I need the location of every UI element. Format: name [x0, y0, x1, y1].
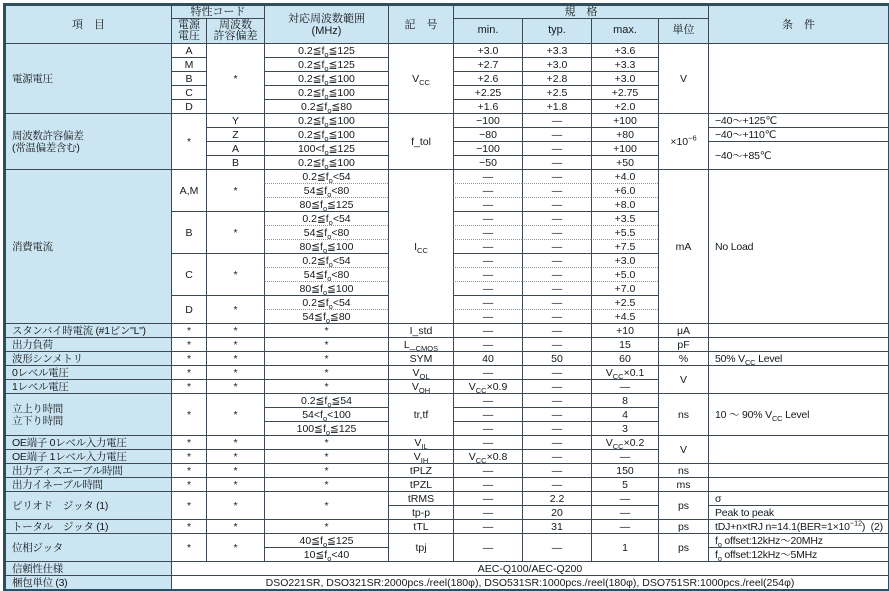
table-cell: *: [171, 519, 206, 533]
row-label-cell: 位相ジッタ: [5, 533, 171, 561]
table-cell: $80≦f_o≦100$: [264, 239, 388, 253]
table-cell: 15: [591, 337, 658, 351]
header-cell: 項 目: [5, 5, 171, 43]
table-cell: 2.2: [522, 491, 591, 505]
table-cell: +1.8: [522, 99, 591, 113]
table-cell: *: [206, 379, 264, 393]
table-cell: $40≦f_o≦125$: [264, 533, 388, 547]
table-cell: No Load: [708, 169, 888, 323]
table-cell: +2.8: [522, 71, 591, 85]
table-cell: —: [522, 449, 591, 463]
table-cell: tTL: [388, 519, 453, 533]
table-cell: +3.3: [591, 57, 658, 71]
table-cell: Y: [206, 113, 264, 127]
header-cell: 記 号: [388, 5, 453, 43]
table-cell: —: [453, 491, 522, 505]
table-cell: $f_o$ offset:12kHz〜20MHz: [708, 533, 888, 547]
header-cell: typ.: [522, 18, 591, 43]
table-cell: $80≦f_o≦100$: [264, 281, 388, 295]
header-cell: 電源 電圧: [171, 18, 206, 43]
table-cell: tp-p: [388, 505, 453, 519]
table-cell: *: [264, 449, 388, 463]
table-cell: +1.6: [453, 99, 522, 113]
table-cell: +2.5: [522, 85, 591, 99]
table-cell: *: [264, 491, 388, 519]
table-cell: $10≦f_o<40$: [264, 547, 388, 561]
row-label-cell: 消費電流: [5, 169, 171, 323]
table-cell: —: [522, 225, 591, 239]
table-cell: *: [206, 351, 264, 365]
table-cell: *: [171, 365, 206, 379]
table-row: [5, 43, 888, 57]
table-cell: —: [453, 421, 522, 435]
table-cell: −40〜+125℃: [708, 113, 888, 127]
table-cell: +50: [591, 155, 658, 169]
table-cell: —: [453, 309, 522, 323]
table-cell: $54≦f_o<80$: [264, 183, 388, 197]
table-cell: $0.2≦f_o≦100$: [264, 85, 388, 99]
table-cell: pF: [658, 337, 708, 351]
table-cell: *: [264, 463, 388, 477]
table-cell: *: [264, 337, 388, 351]
header-cell: max.: [591, 18, 658, 43]
table-cell: +2.6: [453, 71, 522, 85]
table-cell: *: [171, 533, 206, 561]
row-label-cell: 波形シンメトリ: [5, 351, 171, 365]
table-cell: *: [264, 477, 388, 491]
table-cell: —: [453, 253, 522, 267]
table-cell: I_std: [388, 323, 453, 337]
header-cell: 単位: [658, 18, 708, 43]
table-cell: —: [453, 435, 522, 449]
table-cell: 50: [522, 351, 591, 365]
table-cell: —: [522, 309, 591, 323]
table-cell: —: [522, 267, 591, 281]
table-cell: $I_{CC}$: [388, 169, 453, 323]
table-cell: tRMS: [388, 491, 453, 505]
table-cell: *: [206, 323, 264, 337]
table-cell: 3: [591, 421, 658, 435]
table-cell: −80: [453, 127, 522, 141]
table-cell: $V_{CC}\times 0.9$: [453, 379, 522, 393]
table-cell: —: [453, 225, 522, 239]
table-cell: *: [171, 435, 206, 449]
row-label-cell: 立上り時間 立下り時間: [5, 393, 171, 435]
table-cell: —: [453, 365, 522, 379]
row-label-cell: 信頼性仕様: [5, 561, 171, 575]
table-cell: *: [264, 519, 388, 533]
table-cell: $0.2≦f_o≦125$: [264, 43, 388, 57]
table-row: [5, 463, 888, 477]
table-cell: —: [453, 393, 522, 407]
table-cell: tpj: [388, 533, 453, 561]
table-cell: *: [171, 463, 206, 477]
table-cell: —: [453, 505, 522, 519]
table-cell: —: [522, 421, 591, 435]
table-cell: +10: [591, 323, 658, 337]
table-cell: —: [591, 449, 658, 463]
table-cell: *: [171, 337, 206, 351]
table-cell: μA: [658, 323, 708, 337]
table-cell: mA: [658, 169, 708, 323]
table-cell: $80≦f_o≦125$: [264, 197, 388, 211]
table-cell: D: [171, 99, 206, 113]
table-cell: ps: [658, 533, 708, 561]
table-cell: *: [206, 449, 264, 463]
table-cell: *: [206, 463, 264, 477]
table-cell: [708, 477, 888, 491]
table-cell: —: [453, 463, 522, 477]
row-label-cell: 出力負荷: [5, 337, 171, 351]
spec-table: [3, 3, 889, 591]
table-cell: —: [453, 323, 522, 337]
row-label-cell: トータル ジッタ (1): [5, 519, 171, 533]
table-cell: +3.6: [591, 43, 658, 57]
table-cell: —: [522, 407, 591, 421]
table-cell: 20: [522, 505, 591, 519]
table-cell: —: [522, 323, 591, 337]
table-cell: *: [206, 337, 264, 351]
table-cell: —: [453, 169, 522, 183]
row-label-cell: 梱包単位 (3): [5, 575, 171, 589]
table-cell: $0.2≦f_o<54$: [264, 253, 388, 267]
table-cell: —: [453, 239, 522, 253]
row-label-cell: 周波数許容偏差 (常温偏差含む): [5, 113, 171, 169]
table-cell: [708, 43, 888, 113]
table-cell: tDJ+n×tRJ $n=14.1(BER=1\times 10^{-12})$ (2): [708, 519, 888, 533]
table-cell: 8: [591, 393, 658, 407]
table-cell: —: [522, 239, 591, 253]
table-cell: $54<f_o<100$: [264, 407, 388, 421]
table-cell: $V_{IL}$: [388, 435, 453, 449]
row-label-cell: 出力ディスエーブル時間: [5, 463, 171, 477]
table-cell: *: [206, 393, 264, 435]
table-cell: tPLZ: [388, 463, 453, 477]
table-row: [5, 477, 888, 491]
table-cell: —: [453, 533, 522, 561]
table-cell: —: [522, 211, 591, 225]
table-cell: D: [171, 295, 206, 323]
table-cell: V: [658, 435, 708, 463]
table-cell: +100: [591, 141, 658, 155]
table-row: [5, 393, 888, 407]
table-cell: +4.0: [591, 169, 658, 183]
table-cell: $0.2≦f_o<54$: [264, 295, 388, 309]
table-cell: —: [522, 197, 591, 211]
header-cell: 条 件: [708, 5, 888, 43]
table-cell: —: [453, 477, 522, 491]
table-cell: +5.5: [591, 225, 658, 239]
table-cell: 60: [591, 351, 658, 365]
spec-table-body: [5, 5, 888, 589]
table-cell: —: [522, 463, 591, 477]
table-cell: *: [206, 519, 264, 533]
table-cell: 31: [522, 519, 591, 533]
table-cell: +2.25: [453, 85, 522, 99]
table-cell: −100: [453, 113, 522, 127]
table-cell: AEC-Q100/AEC-Q200: [171, 561, 888, 575]
table-cell: —: [453, 211, 522, 225]
table-cell: B: [206, 155, 264, 169]
table-cell: *: [264, 323, 388, 337]
table-cell: $\times 10^{-6}$: [658, 113, 708, 169]
table-cell: $V_{OH}$: [388, 379, 453, 393]
header-cell: 特性コード: [171, 5, 264, 18]
table-cell: —: [453, 337, 522, 351]
table-cell: +2.5: [591, 295, 658, 309]
table-cell: C: [171, 253, 206, 295]
table-cell: *: [264, 435, 388, 449]
table-cell: ps: [658, 491, 708, 519]
table-row: [5, 113, 888, 127]
table-cell: $V_{OL}$: [388, 365, 453, 379]
header-row: [5, 5, 888, 18]
table-cell: $54≦f_o≦80$: [264, 309, 388, 323]
table-cell: +6.0: [591, 183, 658, 197]
table-row: [5, 351, 888, 365]
table-cell: $0.2≦f_o≦100$: [264, 155, 388, 169]
table-cell: —: [522, 393, 591, 407]
table-cell: *: [171, 323, 206, 337]
table-cell: $0.2≦f_o<54$: [264, 211, 388, 225]
table-cell: $V_{CC}$: [388, 43, 453, 113]
table-cell: +80: [591, 127, 658, 141]
table-cell: —: [591, 519, 658, 533]
table-row: [5, 337, 888, 351]
row-label-cell: 1レベル電圧: [5, 379, 171, 393]
table-cell: +3.3: [522, 43, 591, 57]
table-cell: B: [171, 71, 206, 85]
table-row: [5, 323, 888, 337]
table-cell: −50: [453, 155, 522, 169]
table-cell: +2.75: [591, 85, 658, 99]
table-cell: *: [206, 43, 264, 113]
table-cell: —: [522, 155, 591, 169]
table-cell: $V_{IH}$: [388, 449, 453, 463]
table-cell: $V_{CC}\times 0.8$: [453, 449, 522, 463]
table-row: [5, 365, 888, 379]
table-cell: —: [453, 267, 522, 281]
table-cell: $0.2≦f_o≦80$: [264, 99, 388, 113]
table-cell: —: [453, 197, 522, 211]
table-cell: tr,tf: [388, 393, 453, 435]
table-cell: —: [522, 127, 591, 141]
table-cell: $0.2≦f_o≦54$: [264, 393, 388, 407]
table-cell: —: [522, 281, 591, 295]
table-cell: $0.2≦f_o≦100$: [264, 127, 388, 141]
table-cell: M: [171, 57, 206, 71]
table-cell: $V_{CC}\times 0.2$: [591, 435, 658, 449]
table-cell: σ: [708, 491, 888, 505]
table-cell: Z: [206, 127, 264, 141]
table-row: [5, 435, 888, 449]
table-cell: *: [206, 295, 264, 323]
table-cell: +3.5: [591, 211, 658, 225]
table-cell: $f_o$ offset:12kHz〜5MHz: [708, 547, 888, 561]
table-cell: +8.0: [591, 197, 658, 211]
table-cell: [708, 337, 888, 351]
table-cell: $54≦f_o<80$: [264, 225, 388, 239]
row-label-cell: ピリオド ジッタ (1): [5, 491, 171, 519]
table-row: [5, 491, 888, 505]
table-cell: $54≦f_o<80$: [264, 267, 388, 281]
table-cell: —: [453, 519, 522, 533]
table-cell: $0.2≦f_o≦100$: [264, 113, 388, 127]
table-cell: 4: [591, 407, 658, 421]
table-cell: f_tol: [388, 113, 453, 169]
table-cell: −100: [453, 141, 522, 155]
table-cell: ms: [658, 477, 708, 491]
table-cell: —: [522, 295, 591, 309]
row-label-cell: 出力イネーブル時間: [5, 477, 171, 491]
table-cell: +3.0: [591, 71, 658, 85]
table-cell: —: [522, 435, 591, 449]
table-cell: $V_{CC}\times 0.1$: [591, 365, 658, 379]
table-cell: A,M: [171, 169, 206, 211]
header-cell: 周波数 許容偏差: [206, 18, 264, 43]
table-cell: +5.0: [591, 267, 658, 281]
table-cell: —: [522, 533, 591, 561]
table-row: [5, 169, 888, 183]
table-cell: $L\__{CMOS}$: [388, 337, 453, 351]
table-cell: Peak to peak: [708, 505, 888, 519]
table-cell: +7.0: [591, 281, 658, 295]
table-cell: +3.0: [453, 43, 522, 57]
table-cell: ns: [658, 463, 708, 477]
table-cell: $0.2≦f_o≦125$: [264, 57, 388, 71]
table-cell: $100<f_o≦125$: [264, 141, 388, 155]
table-cell: A: [171, 43, 206, 57]
row-label-cell: 0レベル電圧: [5, 365, 171, 379]
table-cell: $0.2≦f_o≦100$: [264, 71, 388, 85]
table-cell: 40: [453, 351, 522, 365]
table-cell: [708, 435, 888, 463]
table-cell: V: [658, 43, 708, 113]
table-cell: —: [453, 407, 522, 421]
table-cell: +3.0: [591, 253, 658, 267]
table-cell: —: [522, 337, 591, 351]
table-cell: +4.5: [591, 309, 658, 323]
table-cell: —: [522, 113, 591, 127]
table-cell: —: [522, 253, 591, 267]
table-cell: %: [658, 351, 708, 365]
table-cell: +3.0: [522, 57, 591, 71]
table-cell: 50% $V_{CC}$ Level: [708, 351, 888, 365]
header-cell: 規 格: [453, 5, 708, 18]
table-cell: —: [522, 141, 591, 155]
table-cell: *: [206, 533, 264, 561]
table-cell: —: [522, 169, 591, 183]
table-row: [5, 575, 888, 589]
table-cell: tPZL: [388, 477, 453, 491]
table-cell: *: [171, 491, 206, 519]
table-cell: *: [171, 477, 206, 491]
table-cell: 1: [591, 533, 658, 561]
table-cell: *: [206, 477, 264, 491]
table-cell: +2.0: [591, 99, 658, 113]
table-cell: —: [591, 379, 658, 393]
table-cell: —: [453, 281, 522, 295]
table-cell: —: [453, 295, 522, 309]
table-row: [5, 519, 888, 533]
row-label-cell: 電源電圧: [5, 43, 171, 113]
table-cell: *: [171, 393, 206, 435]
table-cell: *: [206, 169, 264, 211]
table-cell: −40〜+110℃: [708, 127, 888, 141]
table-cell: 5: [591, 477, 658, 491]
table-row: [5, 561, 888, 575]
table-cell: —: [453, 183, 522, 197]
table-cell: DSO221SR, DSO321SR:2000pcs./reel(180φ), DSO531SR:1000pcs./reel(180φ), DSO751SR:1000pcs./reel(254φ): [171, 575, 888, 589]
table-cell: —: [591, 505, 658, 519]
table-cell: $100≦f_o≦125$: [264, 421, 388, 435]
table-cell: *: [206, 211, 264, 253]
table-cell: *: [264, 365, 388, 379]
row-label-cell: OE端子 0レベル入力電圧: [5, 435, 171, 449]
table-cell: +7.5: [591, 239, 658, 253]
header-cell: min.: [453, 18, 522, 43]
table-cell: *: [206, 435, 264, 449]
table-cell: *: [264, 379, 388, 393]
table-cell: *: [264, 351, 388, 365]
header-cell: 対応周波数範囲 (MHz): [264, 5, 388, 43]
table-cell: —: [522, 379, 591, 393]
table-cell: A: [206, 141, 264, 155]
table-cell: ns: [658, 393, 708, 435]
table-cell: C: [171, 85, 206, 99]
table-cell: ps: [658, 519, 708, 533]
table-cell: [708, 365, 888, 393]
table-cell: *: [171, 351, 206, 365]
table-cell: +2.7: [453, 57, 522, 71]
table-cell: —: [522, 477, 591, 491]
table-cell: *: [206, 491, 264, 519]
table-cell: [708, 463, 888, 477]
table-cell: $0.2≦f_o<54$: [264, 169, 388, 183]
table-cell: *: [171, 379, 206, 393]
table-cell: *: [171, 449, 206, 463]
table-cell: *: [171, 113, 206, 169]
table-cell: SYM: [388, 351, 453, 365]
table-cell: +100: [591, 113, 658, 127]
row-label-cell: OE端子 1レベル入力電圧: [5, 449, 171, 463]
table-cell: —: [591, 491, 658, 505]
table-row: [5, 533, 888, 547]
table-cell: −40〜+85℃: [708, 141, 888, 169]
table-cell: *: [206, 365, 264, 379]
table-cell: —: [522, 183, 591, 197]
table-cell: 150: [591, 463, 658, 477]
table-cell: —: [522, 365, 591, 379]
table-cell: 10 〜 90% $V_{CC}$ Level: [708, 393, 888, 435]
table-cell: *: [206, 253, 264, 295]
table-cell: B: [171, 211, 206, 253]
table-cell: V: [658, 365, 708, 393]
row-label-cell: スタンバイ時電流 (#1ピン"L"): [5, 323, 171, 337]
table-cell: [708, 323, 888, 337]
